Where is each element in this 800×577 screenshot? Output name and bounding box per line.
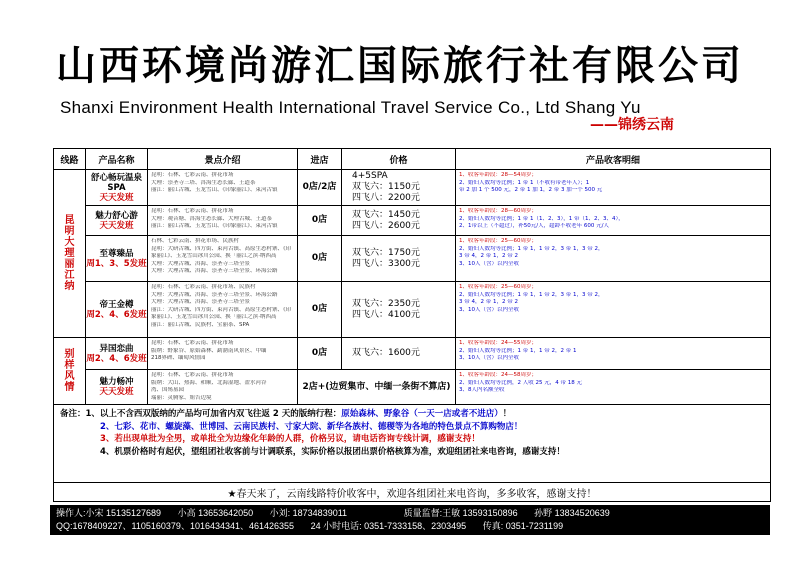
- spot-line: 昆明：石林、七彩云南、拼花市场: [151, 208, 234, 214]
- header-route: 线路: [54, 149, 86, 170]
- price-line: 双飞六：2350元: [352, 298, 420, 309]
- contact-gao: 小高 13653642050: [177, 508, 254, 518]
- spot-line: 丽江：丽江古城、玉龙雪山、《印象丽江》、束河古镇: [151, 187, 278, 193]
- notes-cell: [456, 282, 771, 338]
- product-name: 魅力畅冲: [99, 377, 134, 387]
- header-notes: 产品收客明细: [456, 149, 771, 170]
- product-schedule: 天天发班: [99, 387, 134, 397]
- footer-row: [54, 483, 771, 502]
- product-name: 至尊臻品: [99, 248, 134, 259]
- remark-2: 2、七彩、花市、螺旋藻、世博园、云南民族村、寸家大院、新华各族村、德稷等为各地的特色景点不算购物店！: [100, 421, 523, 432]
- remark-1-text: 备注：1、以上不含西双版纳的产品均可加省内双飞往返 2 天的版纳行程：: [60, 409, 342, 419]
- spot-line: 版纳：野象谷、原始森林、勐泐南风景区、中缅: [151, 347, 267, 354]
- product-schedule: 周1、3、5发班: [86, 258, 147, 269]
- product-name: 魅力舒心游: [95, 210, 138, 221]
- product-name: 舒心畅玩温泉SPA: [90, 172, 142, 193]
- product-cell: [86, 338, 148, 370]
- note-line: 2、1带以上（不超过），补50元/人，超龄不收老年 600 元/人: [459, 223, 609, 229]
- spot-line: 丽江：丽江古城、玉龙雪山、《印象丽江》、束河古镇: [151, 223, 278, 229]
- spot-line: 大理：大理古城、洱海、崇圣寺三塔全景、环海公路: [151, 291, 278, 298]
- header-spots: 景点介绍: [148, 149, 298, 170]
- note-line: 2、婚妇人数均等比例；1 带 1，1 带 2，3 带 1，3 带 2，: [459, 245, 604, 252]
- price-line: 双飞六：1450元: [352, 209, 420, 220]
- contact-phone: 24 小时电话: 0351-7333158、2303495: [310, 521, 467, 531]
- product-cell: [86, 370, 148, 405]
- table-row: [54, 370, 771, 405]
- spots-cell: [148, 370, 298, 405]
- note-line: 3、10人（含）以内全收: [459, 355, 519, 361]
- price-cell: [342, 282, 456, 338]
- product-schedule: 天天发班: [99, 192, 134, 203]
- price-line: 四飞八：3300元: [352, 258, 420, 269]
- note-line: 2、婚妇人数均等比例；1 带 1（不收有带老年人）；1: [459, 179, 590, 186]
- note-line: 1、收客年龄段：28—60周岁；: [459, 208, 537, 214]
- note-line: 3、10人（含）以内全收: [459, 260, 519, 267]
- product-table: [53, 148, 771, 502]
- contact-operator: 操作人:小宋 15135127689: [56, 508, 162, 518]
- note-line: 3 带 4，2 带 1，2 带 2: [459, 299, 518, 305]
- stores-cell: 0店: [298, 282, 342, 338]
- contact-fax: 传真: 0351-7231199: [482, 521, 564, 531]
- notes-cell: [456, 370, 771, 405]
- contact-qq: QQ:1678409227、1105160379、1016434341、461426355: [56, 521, 295, 531]
- stores-cell: 2店+(边贸集市、中缅一条街不算店): [298, 370, 456, 405]
- price-line: 双飞六：1150元: [352, 182, 420, 192]
- remark-1-suffix: ！: [502, 409, 512, 419]
- price-line: 四飞八：4100元: [352, 309, 420, 320]
- table-header-row: [54, 149, 771, 170]
- spot-line: 昆明：石林、七彩云南、拼花市场: [151, 172, 234, 178]
- spot-line: 昆明：石林、七彩云南、拼花市场: [151, 372, 234, 378]
- price-line: 双飞六：1750元: [352, 247, 420, 258]
- price-line: 4+5SPA: [352, 171, 388, 181]
- notes-cell: [456, 236, 771, 282]
- spot-line: 丽江：丽江古城、民族村、宝丽茶、SPA: [151, 321, 250, 328]
- price-cell: [342, 236, 456, 282]
- table-row: [54, 206, 771, 236]
- product-schedule: 周2、4、6发班: [86, 309, 147, 320]
- contact-bar: [50, 505, 770, 535]
- notes-cell: [456, 170, 771, 206]
- price-line: 双飞六：1600元: [352, 348, 420, 358]
- spot-line: 瑞丽：灵腾家、姐告边境: [151, 394, 212, 401]
- table-row: [54, 282, 771, 338]
- spot-line: 象丽江》、玉龙雪山冰川公园、换「丽江之滨·纳西高: [151, 253, 277, 259]
- note-line: 1、收客年龄段：24—58周岁；: [459, 372, 537, 378]
- contact-row-2: [56, 520, 764, 533]
- header-stores: 进店: [298, 149, 342, 170]
- spot-line: 大理：大理古城、洱海、崇圣寺三塔全景: [151, 260, 251, 267]
- product-cell: [86, 282, 148, 338]
- contact-row-1: [56, 507, 764, 520]
- note-line: 1、收客年龄段：28—54周岁；: [459, 172, 537, 178]
- product-cell: [86, 206, 148, 236]
- spot-line: 石林、七彩云南、拼花市场、民族村: [151, 238, 240, 244]
- spots-cell: [148, 170, 298, 206]
- spot-line: 丽江：大研古城、四方街、束河古镇、高原生态村寨、《印: [151, 306, 292, 313]
- table-row: [54, 170, 771, 206]
- spot-line: 昆明：石林、七彩云南、拼花市场、民族村: [151, 284, 256, 290]
- note-line: 2、婚妇人数均等比例；1 带 1（1、2、3），1 带（1、2、3、4），: [459, 215, 624, 222]
- note-line: 2、婚妇人数均等比例，2 人收 25 元，4 带 18 元: [459, 379, 582, 386]
- stores-cell: 0店: [298, 206, 342, 236]
- price-line: 四飞八：2600元: [352, 220, 420, 231]
- stores-cell: 0店: [298, 338, 342, 370]
- spot-line: 大理：大理古城、洱海、崇圣寺三塔全景、环海公路: [151, 268, 278, 274]
- spot-line: 218界碑、缅甸风情园: [151, 355, 206, 361]
- contact-sun: 孙野 13834520639: [534, 508, 610, 518]
- note-line: 1、收客年龄段：25—60周岁；: [459, 238, 537, 244]
- route-group-kunming: 昆明大理丽江纳: [54, 170, 86, 338]
- header-product: 产品名称: [86, 149, 148, 170]
- company-title: 山西环境尚游汇国际旅行社有限公司: [56, 42, 744, 89]
- header-price: 价格: [342, 149, 456, 170]
- note-line: 3 带 4，2 带 1，2 带 2: [459, 253, 518, 259]
- price-cell: [342, 338, 456, 370]
- notes-cell: [456, 206, 771, 236]
- remarks-cell: [54, 405, 771, 483]
- remarks-row: [54, 405, 771, 483]
- product-schedule: 天天发班: [99, 220, 134, 231]
- spot-line: 昆明：石林、七彩云南、拼花市场: [151, 340, 234, 346]
- note-line: 1、收客年龄段：24—55周岁；: [459, 340, 537, 346]
- note-line: 3、8人内名额全收: [459, 387, 505, 393]
- remark-3: 3、若出现单批为全男，或单批全为边缘化年龄的人群，价格另议，请电话咨询专线计调，感谢支持！: [100, 434, 480, 444]
- spot-line: 大理：观音塘、洱海生态长廊、大理古城、王道茶: [151, 215, 273, 222]
- remark-1-highlight: 原始森林、野象谷（一天一店或者不进店）: [341, 409, 503, 419]
- contact-quality: 质量监督:王敏 13593150896: [403, 508, 518, 518]
- note-line: 带 2 加 1 个 500 元，2 带 1 加 1，2 带 3 加一个 500 元: [459, 187, 603, 193]
- note-line: 2、婚妇人数均等比例；1 带 1，1 带 2，2 带 1: [459, 347, 577, 354]
- contact-liu: 小刘: 18734839011: [269, 508, 348, 518]
- route-group-style: 别样风情: [54, 338, 86, 405]
- table-row: [54, 236, 771, 282]
- product-name: 异国恋曲: [99, 343, 134, 354]
- spot-line: 版纳：大山、热海、和顺、北海湿地、盈水河谷: [151, 379, 267, 386]
- stores-cell: 0店: [298, 236, 342, 282]
- price-cell: [342, 170, 456, 206]
- company-english-name: Shanxi Environment Health International Travel Service Co., Ltd Shang Yu: [60, 98, 641, 117]
- note-line: 3、10人（含）以内全收: [459, 306, 519, 313]
- spot-line: 大理：大理古城、洱海、崇圣寺三塔全景: [151, 299, 251, 305]
- spot-line: 大理：崇圣寺三塔、洱海生态长廊、王道茶: [151, 179, 256, 186]
- tagline: ——锦绣云南: [590, 117, 674, 133]
- product-cell: [86, 170, 148, 206]
- price-cell: [342, 206, 456, 236]
- spot-line: 湾、国殇墓园: [151, 387, 185, 393]
- note-line: 2、婚妇人数均等比例；1 带 1，1 带 2，3 带 1，3 带 2，: [459, 291, 604, 298]
- spot-line: 昆明：大研古城、四方街、束河古镇、高原生态村寨、《印: [151, 245, 292, 252]
- spots-cell: [148, 206, 298, 236]
- remark-1: [60, 408, 764, 421]
- stores-cell: 0店/2店: [298, 170, 342, 206]
- table-row: [54, 338, 771, 370]
- product-schedule: 周2、4、6发班: [86, 353, 147, 364]
- product-name: 帝王金樽: [99, 299, 134, 310]
- notes-cell: [456, 338, 771, 370]
- spots-cell: [148, 236, 298, 282]
- spot-line: 象丽江》、玉龙雪山冰川公园、换「丽江之滨·纳西高: [151, 314, 277, 320]
- spots-cell: [148, 282, 298, 338]
- price-line: 四飞八：2200元: [352, 193, 420, 203]
- remark-4: 4、机票价格时有起伏，望组团社收客前与计调联系，实际价格以报团出票价格核算为准，欢迎组团社来电咨询，感谢支持！: [100, 446, 565, 457]
- spots-cell: [148, 338, 298, 370]
- note-line: 1、收客年龄段：25—60周岁；: [459, 284, 537, 290]
- product-cell: [86, 236, 148, 282]
- spring-promo-line: ★春天来了，云南线路特价收客中，欢迎各组团社来电咨询，多多收客，感谢支持！: [54, 483, 771, 502]
